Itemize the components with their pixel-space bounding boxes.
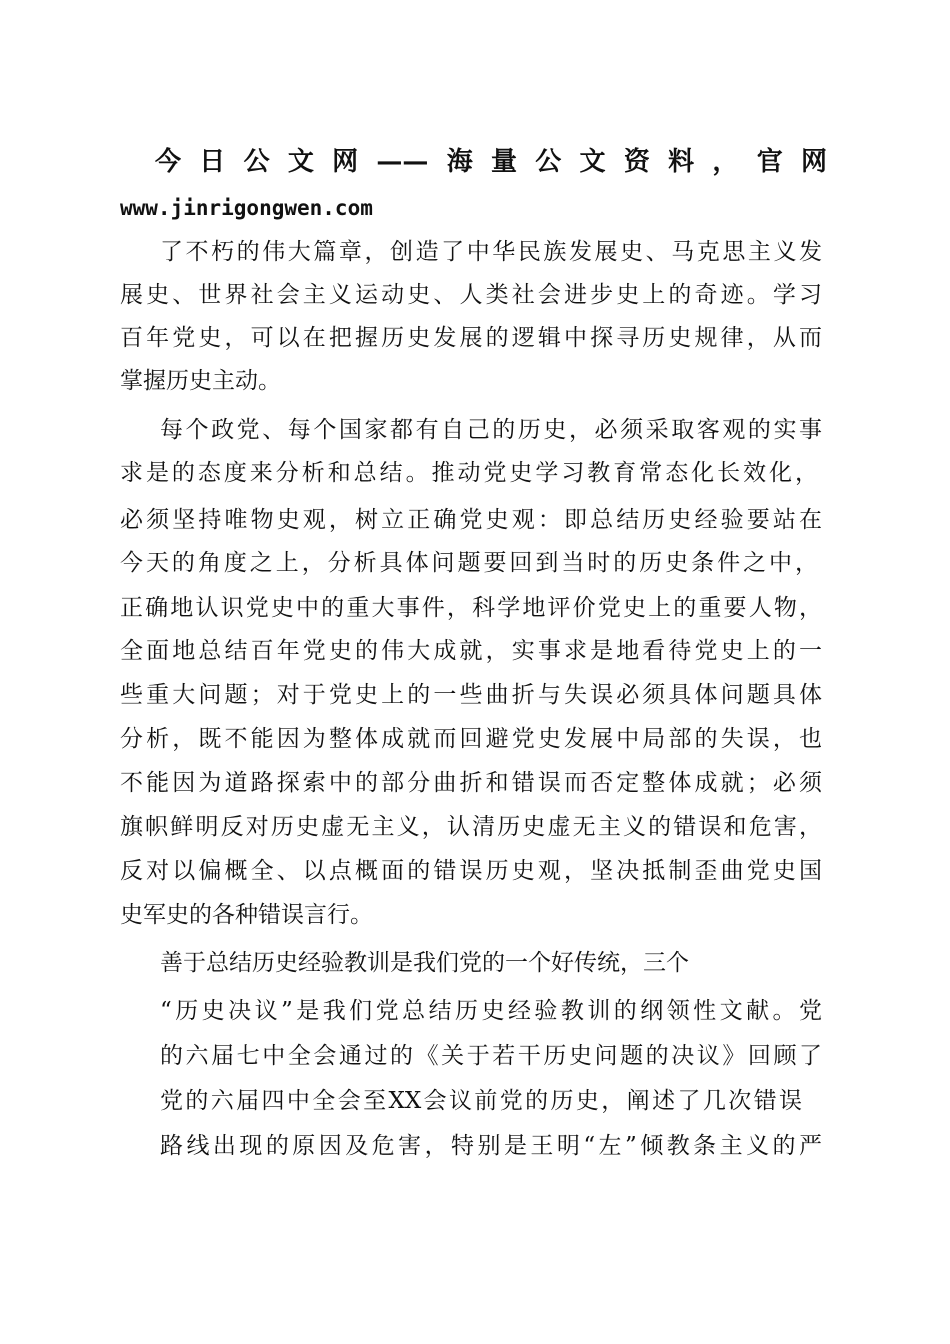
header-url[interactable]: www.jinrigongwen.com	[120, 196, 373, 220]
paragraph-line: 反对以偏概全、以点概面的错误历史观，坚决抵制歪曲党史国	[120, 858, 822, 884]
paragraph-line: 每个政党、每个国家都有自己的历史，必须采取客观的实事	[160, 417, 822, 443]
paragraph-line: 不能因为道路探索中的部分曲折和错误而否定整体成就；必须	[120, 770, 822, 796]
paragraph-line: 掌握历史主动。	[120, 368, 281, 394]
paragraph-line: 旗帜鲜明反对历史虚无主义，认清历史虚无主义的错误和危害，	[120, 814, 822, 840]
paragraph-line: 全面地总结百年党史的伟大成就，实事求是地看待党史上的一	[120, 638, 822, 664]
paragraph-line: 史军史的各种错误言行。	[120, 902, 373, 928]
paragraph-line: 展史、世界社会主义运动史、人类社会进步史上的奇迹。学习	[120, 282, 822, 308]
paragraph-line: 正确地认识党史中的重大事件，科学地评价党史上的重要人物，	[120, 595, 822, 621]
paragraph-line: 党的六届四中全会至XX会议前党的历史，阐述了几次错误	[160, 1088, 802, 1114]
paragraph-line: 路线出现的原因及危害，特别是王明“左”倾教条主义的严	[160, 1133, 822, 1159]
paragraph-line: 了不朽的伟大篇章，创造了中华民族发展史、马克思主义发	[160, 239, 822, 265]
paragraph-line: 的六届七中全会通过的《关于若干历史问题的决议》回顾了	[160, 1043, 822, 1069]
paragraph-line: 必须坚持唯物史观，树立正确党史观：即总结历史经验要站在	[120, 507, 822, 533]
paragraph-line: “历史决议”是我们党总结历史经验教训的纲领性文献。党	[160, 998, 822, 1024]
paragraph-line: 分析，既不能因为整体成就而回避党史发展中局部的失误，也	[120, 726, 822, 752]
paragraph-line: 些重大问题；对于党史上的一些曲折与失误必须具体问题具体	[120, 682, 822, 708]
header-title: 今日公文网——海量公文资料，官网	[155, 147, 827, 177]
paragraph-line: 求是的态度来分析和总结。推动党史学习教育常态化长效化，	[120, 460, 818, 486]
paragraph-line: 百年党史，可以在把握历史发展的逻辑中探寻历史规律，从而	[120, 325, 822, 351]
paragraph-line: 今天的角度之上，分析具体问题要回到当时的历史条件之中，	[120, 550, 818, 576]
paragraph-line: 善于总结历史经验教训是我们党的一个好传统，三个	[160, 950, 689, 976]
